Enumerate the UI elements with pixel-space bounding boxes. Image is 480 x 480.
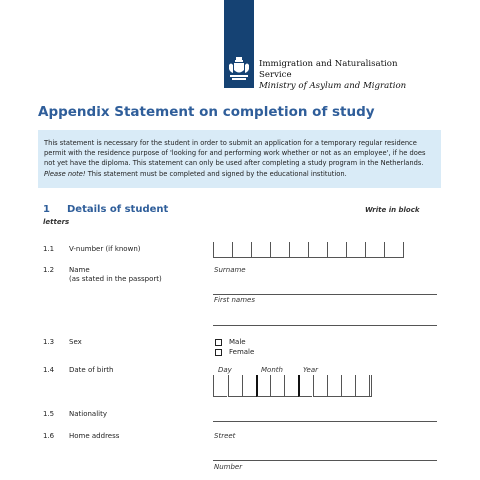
day-label: Day (218, 366, 232, 374)
intro-body: This statement is necessary for the student in order to submit an application for a temporary regular residence permit with the residence purpose of 'looking for and performing work whether or not as an employee', if he does not yet have the diploma. This statement can only be used after completing a study program in the Netherlands. (44, 139, 426, 168)
block-letters-hint-cont: letters (43, 218, 70, 226)
org-line1: Immigration and Naturalisation (259, 59, 398, 69)
char-box[interactable] (327, 242, 347, 258)
page-title: Appendix Statement on completion of study (38, 104, 375, 120)
field-label: Date of birth (69, 366, 114, 374)
year-digit-box[interactable] (327, 375, 341, 397)
field-sublabel: (as stated in the passport) (69, 275, 162, 283)
block-letters-hint: Write in block (365, 206, 420, 214)
section-number: 1 (43, 204, 50, 215)
first-names-input[interactable] (213, 325, 437, 326)
female-option-label: Female (229, 348, 255, 356)
day-digit-box[interactable] (228, 375, 242, 397)
royal-crest-icon (227, 56, 251, 82)
char-box[interactable] (384, 242, 404, 258)
section-title: Details of student (67, 204, 169, 215)
org-line2: Service (259, 70, 292, 80)
day-digit-box[interactable] (213, 375, 227, 397)
year-label: Year (303, 366, 318, 374)
year-digit-box[interactable] (313, 375, 327, 397)
day-digit-box[interactable] (242, 375, 256, 397)
nationality-input[interactable] (213, 421, 437, 422)
v-number-input[interactable] (213, 242, 403, 258)
char-box[interactable] (251, 242, 271, 258)
char-box[interactable] (365, 242, 385, 258)
char-box[interactable] (213, 242, 233, 258)
surname-label: Surname (214, 266, 246, 274)
first-names-label: First names (214, 296, 255, 304)
male-checkbox[interactable] (215, 339, 222, 346)
note-text: This statement must be completed and signed by the educational institution. (85, 169, 347, 178)
field-label: Name (69, 266, 90, 274)
female-checkbox[interactable] (215, 349, 222, 356)
number-label: Number (214, 463, 243, 471)
month-digit-box[interactable] (284, 375, 298, 397)
month-label: Month (261, 366, 283, 374)
field-label: Sex (69, 338, 82, 346)
char-box[interactable] (289, 242, 309, 258)
date-of-birth-input[interactable] (213, 375, 373, 397)
intro-box (38, 130, 441, 188)
field-label: Nationality (69, 410, 108, 418)
char-box[interactable] (346, 242, 366, 258)
char-box[interactable] (270, 242, 290, 258)
month-digit-box[interactable] (270, 375, 284, 397)
field-number: 1.1 (43, 245, 55, 253)
field-label: Home address (69, 432, 120, 440)
field-number: 1.6 (43, 432, 55, 440)
note-label: Please note! (44, 169, 86, 178)
street-input[interactable] (213, 460, 437, 461)
field-label: V-number (if known) (69, 245, 141, 253)
year-digit-box[interactable] (298, 375, 312, 397)
field-number: 1.5 (43, 410, 55, 418)
field-number: 1.2 (43, 266, 55, 274)
street-label: Street (214, 432, 236, 440)
field-number: 1.4 (43, 366, 55, 374)
char-box[interactable] (232, 242, 252, 258)
month-digit-box[interactable] (256, 375, 270, 397)
char-box[interactable] (308, 242, 328, 258)
field-number: 1.3 (43, 338, 55, 346)
ministry-name: Ministry of Asylum and Migration (259, 81, 407, 91)
year-digit-box[interactable] (355, 375, 369, 397)
surname-input[interactable] (213, 294, 437, 295)
year-digit-box[interactable] (341, 375, 355, 397)
year-digit-box[interactable] (369, 375, 372, 397)
organisation-name (259, 59, 406, 92)
intro-text (44, 138, 438, 179)
male-option-label: Male (229, 338, 246, 346)
